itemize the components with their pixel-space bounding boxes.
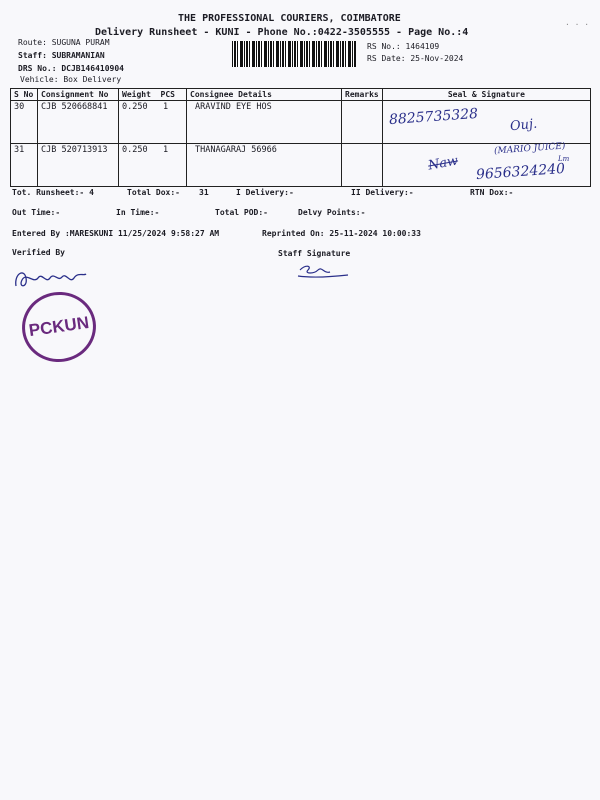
verifier-signature [10, 262, 92, 292]
delivery-points: Delvy Points:- [298, 208, 366, 217]
in-time: In Time:- [116, 208, 160, 217]
stamp-text: PCKUN [27, 312, 91, 341]
cell-weight-pcs [119, 101, 187, 144]
i-delivery: I Delivery:- [236, 188, 294, 197]
drs-number: DRS No.: DCJB146410904 [18, 64, 124, 73]
cell-consignee [187, 101, 342, 144]
staff-signature [294, 262, 352, 282]
runsheet-title: Delivery Runsheet - KUNI - Phone No.:0422-3505555 - Page No.:4 [95, 27, 469, 38]
handwritten-mark-row1: Ouj. [509, 116, 538, 135]
staff-signature-label: Staff Signature [278, 249, 351, 258]
cell-weight-pcs [119, 144, 187, 187]
ii-delivery: II Delivery:- [351, 188, 414, 197]
company-name: THE PROFESSIONAL COURIERS, COIMBATORE [178, 13, 401, 24]
out-time: Out Time:- [12, 208, 61, 217]
handwritten-phone-row1: 8825735328 [388, 105, 479, 129]
reprinted-on: Reprinted On: 25-11-2024 10:00:33 [262, 229, 421, 238]
consignee-text: THANAGARAJ 56966 [195, 145, 277, 155]
cell-weight: 0.250 [122, 145, 148, 155]
total-pod: Total POD:- [215, 208, 268, 217]
company-stamp [17, 287, 100, 367]
cell-sno: 31 [11, 144, 38, 187]
cell-pcs: 1 [162, 145, 169, 155]
entered-by: Entered By :MARESKUNI 11/25/2024 9:58:27 AM [12, 229, 220, 238]
handwritten-sub-row2: Lm [558, 155, 570, 163]
total-dox-label: Total Dox:- [127, 188, 180, 197]
header-sno: S No [11, 89, 38, 101]
header-consignment: Consignment No [38, 89, 119, 101]
table-row [11, 101, 591, 144]
vehicle-label: Vehicle: Box Delivery [20, 75, 122, 84]
handwritten-note-row2: (MARIO JUICE) [493, 141, 566, 157]
header-consignee: Consignee Details [187, 89, 342, 101]
scan-specks: · · · [565, 20, 590, 29]
total-runsheet: Tot. Runsheet:- 4 [12, 188, 94, 197]
consignee-text: ARAVIND EYE HOS [195, 102, 272, 112]
total-dox-value: 31 [199, 188, 209, 197]
table-header-row [11, 89, 591, 101]
cell-consignee [187, 144, 342, 187]
handwritten-phone-row2: 9656324240 [475, 160, 566, 184]
barcode [232, 41, 356, 67]
header-remarks: Remarks [342, 89, 383, 101]
cell-consignment: CJB 520713913 [38, 144, 119, 187]
rtn-dox: RTN Dox:- [470, 188, 514, 197]
rs-date: RS Date: 25-Nov-2024 [367, 54, 464, 63]
cell-pcs: 1 [162, 102, 169, 112]
rs-number: RS No.: 1464109 [367, 42, 440, 51]
verified-by-label: Verified By [12, 248, 65, 257]
cell-sno: 30 [11, 101, 38, 144]
cell-remarks [342, 101, 383, 144]
cell-remarks [342, 144, 383, 187]
header-weight-pcs: Weight PCS [119, 89, 187, 101]
handwritten-scribble-row2: Naw [426, 153, 460, 174]
cell-weight: 0.250 [122, 102, 148, 112]
staff-label: Staff: SUBRAMANIAN [18, 51, 105, 60]
header-seal-signature: Seal & Signature [382, 89, 590, 101]
route-label: Route: SUGUNA PURAM [18, 38, 110, 47]
cell-consignment: CJB 520668841 [38, 101, 119, 144]
